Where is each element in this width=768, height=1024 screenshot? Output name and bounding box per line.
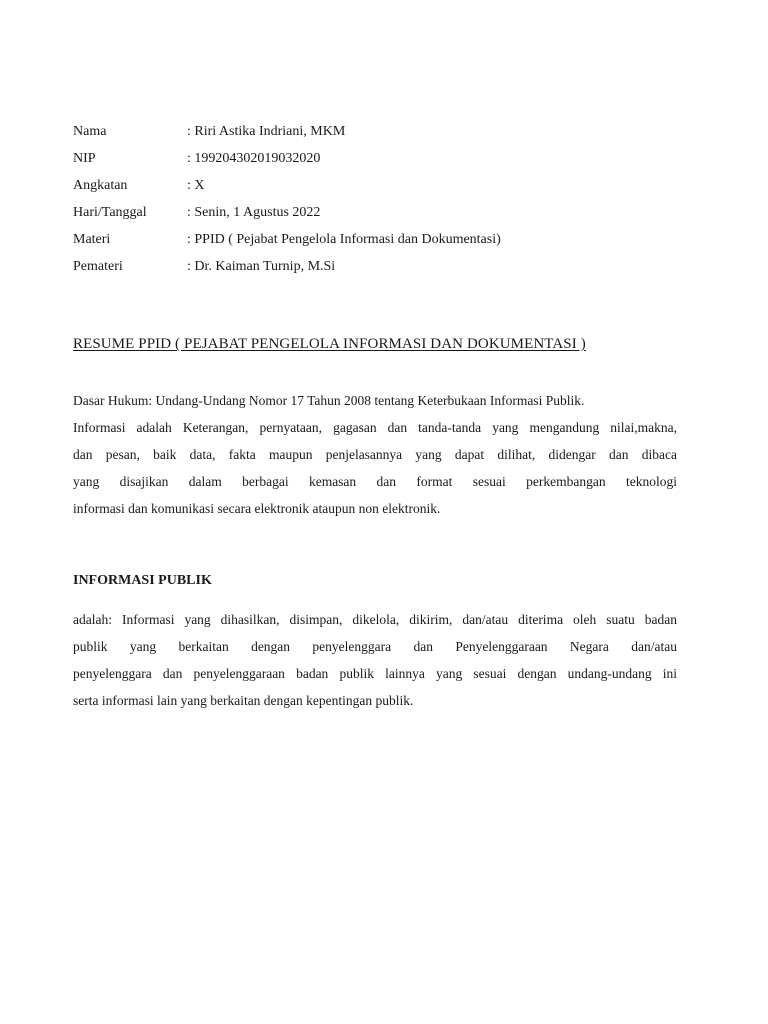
info-value: 199204302019032020 [194, 151, 321, 166]
paragraph-line: dan pesan, baik data, fakta maupun penjelasannya yang dapat dilihat, didengar dan dibaca [73, 447, 677, 462]
info-label: Nama [73, 124, 107, 139]
info-separator: : [187, 178, 195, 193]
paragraph-line: penyelenggara dan penyelenggaraan badan publik lainnya yang sesuai dengan undang-undang ini [73, 666, 677, 681]
info-label: Hari/Tanggal [73, 205, 147, 220]
resume-paragraph [73, 387, 677, 522]
info-row-hari-tanggal [73, 199, 693, 226]
paragraph-line: publik yang berkaitan dengan penyelenggara dan Penyelenggaraan Negara dan/atau [73, 639, 677, 654]
info-separator: : [187, 124, 195, 139]
info-row-nip [73, 145, 693, 172]
info-separator: : [187, 259, 195, 274]
info-separator: : [187, 232, 195, 247]
paragraph-line: adalah: Informasi yang dihasilkan, disimpan, dikelola, dikirim, dan/atau diterima oleh suatu badan [73, 612, 677, 627]
info-row-nama [73, 118, 693, 145]
paragraph-line: Informasi adalah Keterangan, pernyataan, gagasan dan tanda-tanda yang mengandung nilai,makna, [73, 420, 677, 435]
info-label: Materi [73, 232, 111, 247]
info-label: NIP [73, 151, 96, 166]
info-label: Pemateri [73, 259, 123, 274]
info-value: Riri Astika Indriani, MKM [194, 124, 346, 139]
info-separator: : [187, 151, 195, 166]
informasi-publik-heading: INFORMASI PUBLIK [73, 573, 212, 588]
resume-heading: RESUME PPID ( PEJABAT PENGELOLA INFORMASI DAN DOKUMENTASI ) [73, 336, 586, 352]
paragraph-line: Dasar Hukum: Undang-Undang Nomor 17 Tahun 2008 tentang Keterbukaan Informasi Publik. [73, 393, 585, 408]
info-value: Senin, 1 Agustus 2022 [194, 205, 321, 220]
info-row-pemateri [73, 253, 693, 280]
identity-table [73, 118, 693, 280]
info-label: Angkatan [73, 178, 128, 193]
info-value: X [194, 178, 205, 193]
info-separator: : [187, 205, 195, 220]
paragraph-line: yang disajikan dalam berbagai kemasan dan format sesuai perkembangan teknologi [73, 474, 677, 489]
paragraph-line: informasi dan komunikasi secara elektronik ataupun non elektronik. [73, 501, 441, 516]
info-value: Dr. Kaiman Turnip, M.Si [194, 259, 336, 274]
paragraph-line: serta informasi lain yang berkaitan dengan kepentingan publik. [73, 693, 414, 708]
info-row-angkatan [73, 172, 693, 199]
info-row-materi [73, 226, 693, 253]
informasi-publik-paragraph [73, 606, 677, 714]
info-value: PPID ( Pejabat Pengelola Informasi dan Dokumentasi) [194, 232, 501, 247]
